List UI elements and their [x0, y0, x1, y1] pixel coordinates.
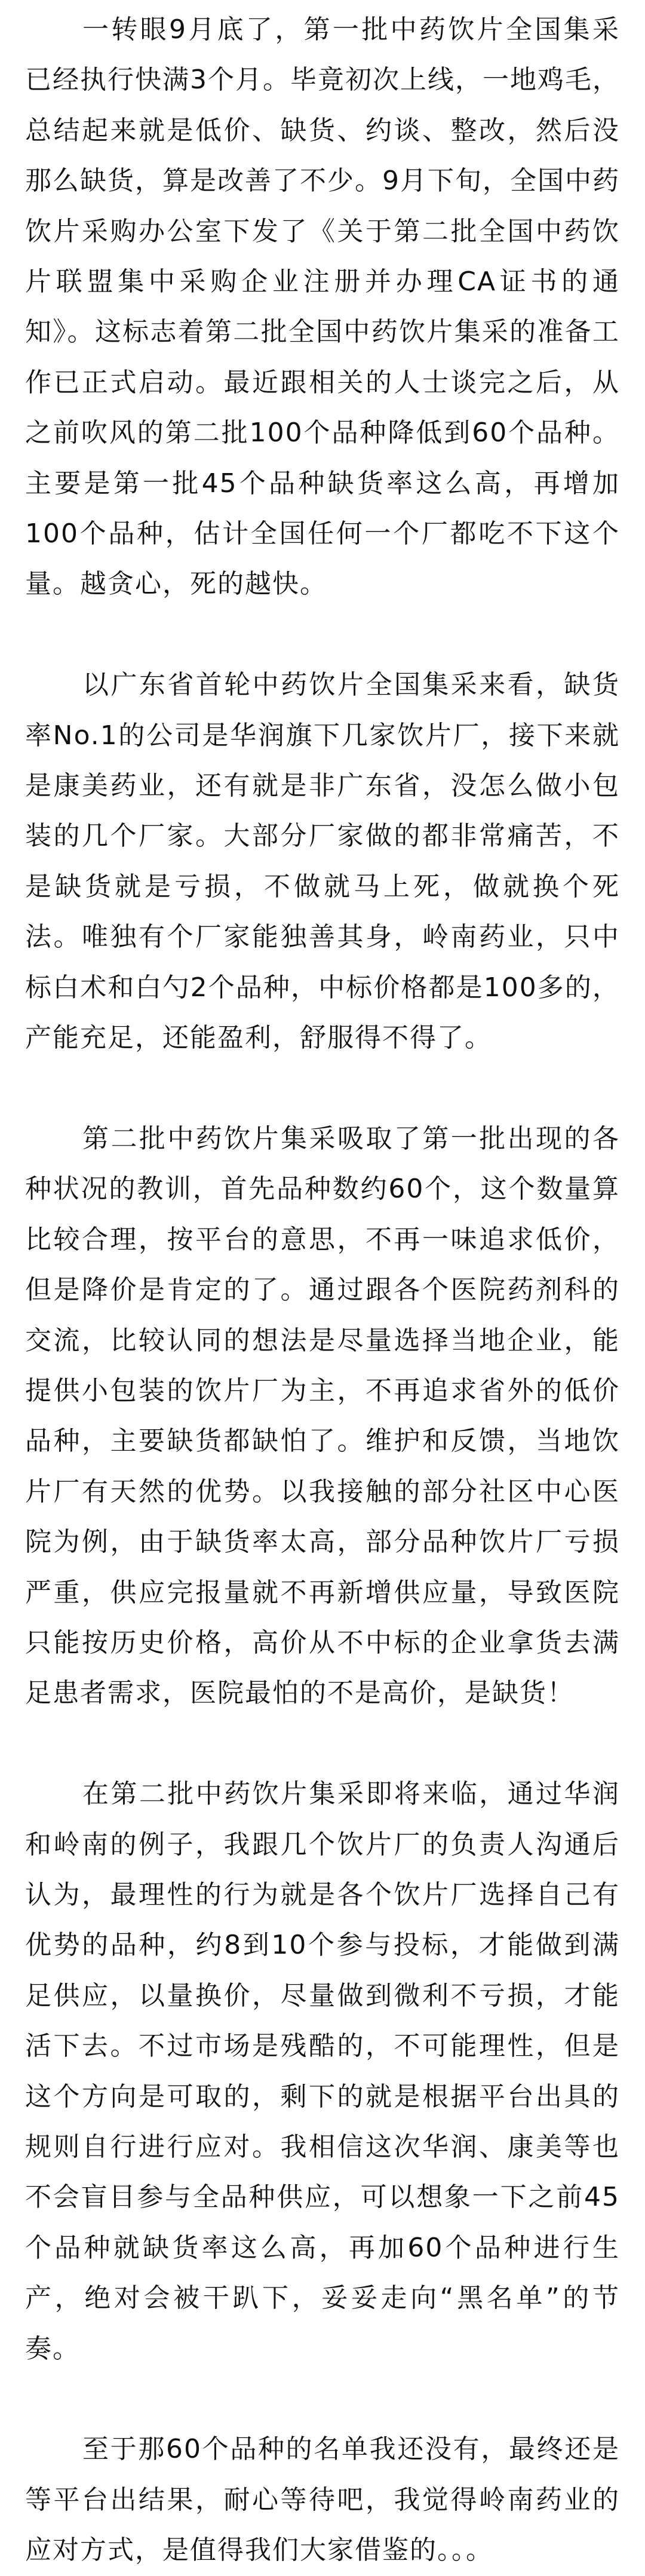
paragraph-spacer	[25, 2374, 620, 2424]
paragraph-spacer	[25, 610, 620, 660]
paragraph-4: 在第二批中药饮片集采即将来临，通过华润和岭南的例子，我跟几个饮片厂的负责人沟通后认为，最理性的行为就是各个饮片厂选择自己有优势的品种，约8到10个参与投标，才能做到满足供应，以量换价，尽量做到微利不亏损，才能活下去。不过市场是残酷的，不可能理性，但是这个方向是可取的，剩下的就是根据平台出具的规则自行进行应对。我相信这次华润、康美等也不会盲目参与全品种供应，可以想象一下之前45个品种就缺货率这么高，再加60个品种进行生产，绝对会被干趴下，妥妥走向“黑名单”的节奏。	[25, 1779, 620, 2364]
paragraph-1: 一转眼9月底了，第一批中药饮片全国集采已经执行快满3个月。毕竟初次上线，一地鸡毛，总结起来就是低价、缺货、约谈、整改，然后没那么缺货，算是改善了不少。9月下旬，全国中药饮片采购办公室下发了《关于第二批全国中药饮片联盟集中采购企业注册并办理CA证书的通知》。这标志着第二批全国中药饮片集采的准备工作已正式启动。最近跟相关的人士谈完之后，从之前吹风的第二批100个品种降低到60个品种。主要是第一批45个品种缺货率这么高，再增加100个品种，估计全国任何一个厂都吃不下这个量。越贪心，死的越快。	[25, 14, 620, 600]
paragraph-spacer	[25, 1064, 620, 1114]
paragraph-3: 第二批中药饮片集采吸取了第一批出现的各种状况的教训，首先品种数约60个，这个数量算比较合理，按平台的意思，不再一味追求低价，但是降价是肯定的了。通过跟各个医院药剂科的交流，比较认同的想法是尽量选择当地企业，能提供小包装的饮片厂为主，不再追求省外的低价品种，主要缺货都缺怕了。维护和反馈，当地饮片厂有天然的优势。以我接触的部分社区中心医院为例，由于缺货率太高，部分品种饮片厂亏损严重，供应完报量就不再新增供应量，导致医院只能按历史价格，高价从不中标的企业拿货去满足患者需求，医院最怕的不是高价，是缺货！	[25, 1123, 620, 1709]
paragraph-spacer	[25, 1719, 620, 1769]
paragraph-5: 至于那60个品种的名单我还没有，最终还是等平台出结果，耐心等待吧，我觉得岭南药业的应对方式，是值得我们大家借鉴的。。。	[25, 2434, 620, 2566]
paragraph-2: 以广东省首轮中药饮片全国集采来看，缺货率No.1的公司是华润旗下几家饮片厂，接下来就是康美药业，还有就是非广东省，没怎么做小包装的几个厂家。大部分厂家做的都非常痛苦，不是缺货就是亏损，不做就马上死，做就换个死法。唯独有个厂家能独善其身，岭南药业，只中标白术和白勺2个品种，中标价格都是100多的，产能充足，还能盈利，舒服得不得了。	[25, 670, 620, 1054]
